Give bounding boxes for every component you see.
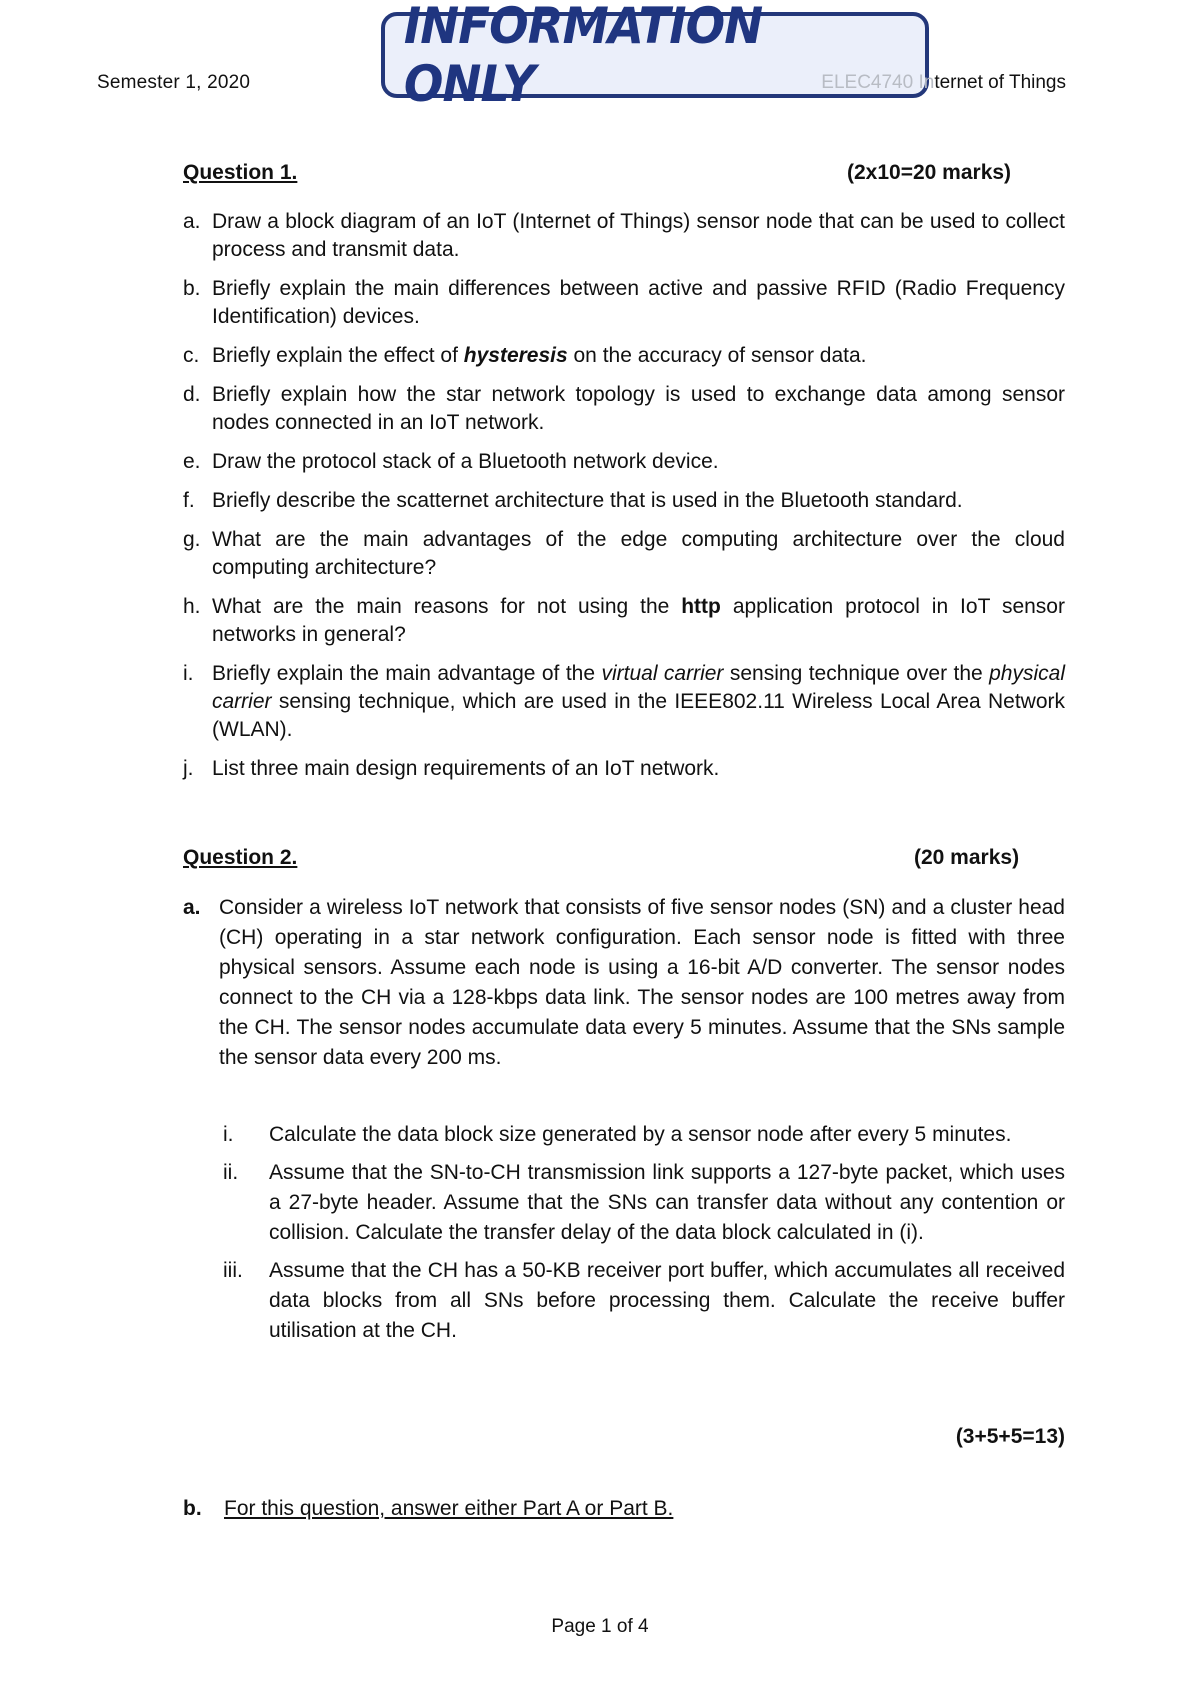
question-1a <box>183 208 1065 264</box>
header-semester: Semester 1, 2020 <box>97 72 251 93</box>
question-2a <box>183 893 1065 1073</box>
question-1h <box>183 593 1065 649</box>
item-text <box>212 595 1065 646</box>
question-1-marks: (2x10=20 marks) <box>847 161 1012 184</box>
question-1-heading <box>183 161 1012 185</box>
header-course <box>821 72 1066 94</box>
question-2-marks: (20 marks) <box>914 846 1020 869</box>
item-label: h. <box>183 595 201 618</box>
question-1-list <box>183 208 1065 794</box>
question-1c <box>183 342 1065 370</box>
item-text-mid: sensing technique over the <box>723 662 990 685</box>
item-label: d. <box>183 383 201 406</box>
item-label: e. <box>183 450 201 473</box>
question-1f <box>183 487 1065 515</box>
subpart-ii <box>183 1158 1065 1248</box>
subpart-i <box>183 1120 1065 1150</box>
item-label: j. <box>183 757 194 780</box>
question-1b <box>183 275 1065 331</box>
item-text: What are the main advantages of the edge computing architecture over the cloud computing architecture? <box>212 528 1065 579</box>
item-text: Briefly explain the main differences between active and passive RFID (Radio Frequency Identification) devices. <box>212 277 1065 328</box>
item-text: List three main design requirements of an IoT network. <box>212 757 720 780</box>
question-1-title: Question 1. <box>183 161 298 184</box>
header-course-visible: ternet of Things <box>934 72 1066 93</box>
question-1j <box>183 755 1065 783</box>
item-text: Briefly explain how the star network topology is used to exchange data among sensor nodes connected in an IoT network. <box>212 383 1065 434</box>
item-text-pre: What are the main reasons for not using the <box>212 595 682 618</box>
part-b-label: b. <box>183 1497 202 1520</box>
question-2-heading <box>183 846 1020 870</box>
part-a-text: Consider a wireless IoT network that consists of five sensor nodes (SN) and a cluster head (CH) operating in a star network configuration. Each sensor node is fitted with three physical sensors. Assume each node is using a 16-bit A/D converter. The sensor nodes connect to the CH via a 128-kbps data link. The sensor nodes are 100 metres away from the CH. The sensor nodes accumulate data every 5 minutes. Assume that the SNs sample the sensor data every 200 ms. <box>219 896 1065 1069</box>
emphasis-hysteresis: hysteresis <box>463 344 568 367</box>
question-1e <box>183 448 1065 476</box>
subpart-label: iii. <box>223 1259 243 1282</box>
subpart-text: Calculate the data block size generated by a sensor node after every 5 minutes. <box>269 1123 1012 1146</box>
item-text-pre: Briefly explain the effect of <box>212 344 464 367</box>
item-text: Draw a block diagram of an IoT (Internet of Things) sensor node that can be used to collect process and transmit data. <box>212 210 1065 261</box>
item-label: b. <box>183 277 201 300</box>
item-text <box>212 344 867 367</box>
item-label: a. <box>183 210 201 233</box>
item-label: g. <box>183 528 201 551</box>
stamp-text: INFORMATION ONLY <box>403 0 763 113</box>
item-label: c. <box>183 344 200 367</box>
item-text: Draw the protocol stack of a Bluetooth network device. <box>212 450 719 473</box>
subpart-label: i. <box>223 1123 234 1146</box>
subpart-iii <box>183 1256 1065 1346</box>
part-a-label: a. <box>183 896 201 919</box>
part-b-text: For this question, answer either Part A or Part B. <box>224 1497 674 1520</box>
item-text-pre: Briefly explain the main advantage of the <box>212 662 602 685</box>
question-2b <box>183 1497 673 1521</box>
question-1i <box>183 660 1065 744</box>
question-1g <box>183 526 1065 582</box>
question-2a-subparts <box>183 1120 1065 1354</box>
item-text <box>212 662 1065 741</box>
question-1d <box>183 381 1065 437</box>
page-number: Page 1 of 4 <box>551 1616 649 1637</box>
item-text-post: application protocol in IoT sensor networks in general? <box>212 595 1065 646</box>
emphasis-physical-carrier: physical carrier <box>212 662 1065 713</box>
item-text: Briefly describe the scatternet architecture that is used in the Bluetooth standard. <box>212 489 963 512</box>
subpart-label: ii. <box>223 1161 239 1184</box>
item-text-post: on the accuracy of sensor data. <box>567 344 867 367</box>
subpart-text: Assume that the CH has a 50-KB receiver port buffer, which accumulates all received data blocks from all SNs before processing them. Calculate the receive buffer utilisation at the CH. <box>269 1259 1065 1342</box>
subpart-text: Assume that the SN-to-CH transmission link supports a 127-byte packet, which uses a 27-byte header. Assume that the SNs can transfer data without any contention or collision. Calculate the transfer delay of the data block calculated in (i). <box>269 1161 1065 1244</box>
header-course-faded: ELEC4740 In <box>821 72 935 93</box>
emphasis-virtual-carrier: virtual carrier <box>601 662 724 685</box>
question-2-title: Question 2. <box>183 846 298 869</box>
item-text-post: sensing technique, which are used in the IEEE802.11 Wireless Local Area Network (WLAN). <box>212 690 1065 741</box>
part-a-marks: (3+5+5=13) <box>955 1425 1065 1448</box>
item-label: f. <box>183 489 195 512</box>
emphasis-http: http <box>681 595 721 618</box>
item-label: i. <box>183 662 194 685</box>
